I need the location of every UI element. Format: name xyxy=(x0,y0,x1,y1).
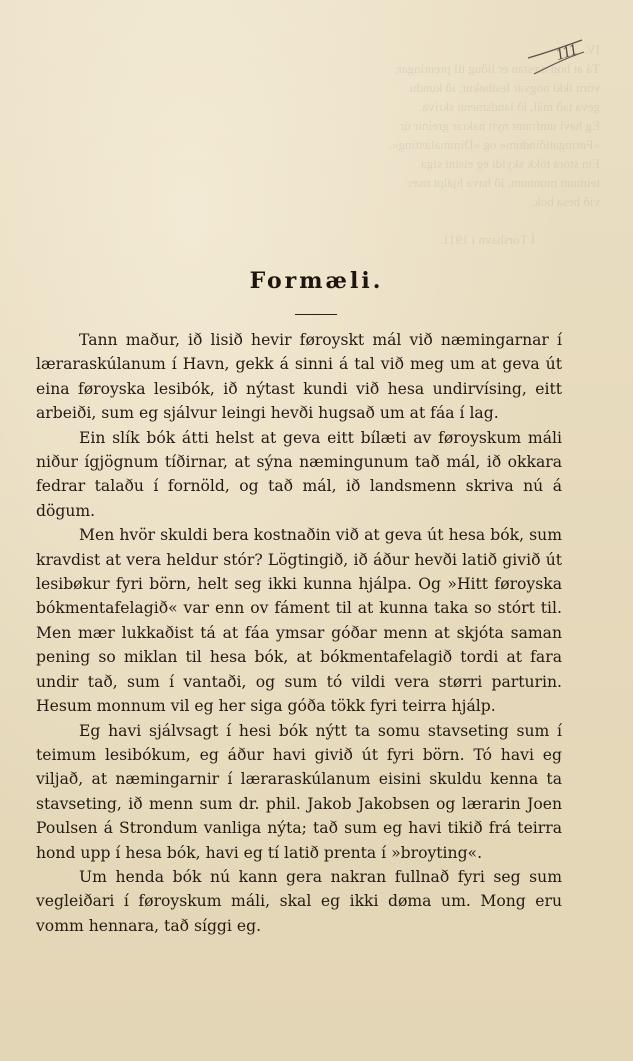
page-number-label: 111 xyxy=(553,41,580,64)
body-text xyxy=(36,328,562,938)
paragraph: Eg havi sjálvsagt í hesi bók nýtt ta somu stavseting sum í teimum lesibókum, eg áður havi givið út fyri börn. Tó havi eg viljað, at næmingarnir í læraraskúlanum eisini skuldu kenna ta stavseting, ið menn sum dr. phil. Jakob Jakobsen og lærarin Joen Poulsen á Strondum vanliga nýta; tað sum eg havi tikið frá teirra hond upp í hesa bók, havi eg tí latið prenta í »broyting«. xyxy=(36,721,562,862)
paragraph: Um henda bók nú kann gera nakran fullnað fyri seg sum vegleiðari í føroyskum máli, skal eg ikki døma um. Mong eru vomm hennara, tað síggi eg. xyxy=(36,867,562,935)
paragraph: Tann maður, ið lisið hevir føroyskt mál við næmingarnar í læraraskúlanum í Havn, gekk á sinni á tal við meg um at geva út eina føroyska lesibók, ið nýtast kundi við hesa undirvísing, eitt arbeiði, sum eg sjálvur leingi hevði hugsað um at fáa í lag. xyxy=(36,331,562,423)
show-through-text: IV. Tá at hon næstan er liðug til prentingar, vóru ikki nógvar lesibøkur, ið kundu geva tað mál, ið landsmenn skriva. Eg havi umframt nýtt nakrar greinir úr »Føringatíðindum« og »Dimmalætting«. Ein stóra tökk skyldi eg eisini siga teimum monnum, ið hava hjálpt mær við hesa bók. Í Tórshavn í 1911. xyxy=(388,42,600,247)
chapter-title: Formæli. xyxy=(249,268,384,294)
paragraph: Men hvör skuldi bera kostnaðin við at geva út hesa bók, sum kravdist at vera heldur stór? Lögtingið, ið áður hevði latið givið út lesibøkur fyri börn, helt seg ikki kunna hjálpa. Og »Hitt føroyska bókmentafelagið« var enn ov fáment til at kunna taka so stórt til. Men mær lukkaðist tá at fáa ymsar góðar menn at skjóta saman pening so miklan til hesa bók, at bókmentafelagið tordi at fara undir tað, sum í vantaði, og sum tó vildi vera størri parturin. Hesum monnum vil eg her siga góða tökk fyri teirra hjálp. xyxy=(36,526,562,716)
title-rule xyxy=(295,314,337,315)
paragraph: Ein slík bók átti helst at geva eitt bílæti av føroyskum máli niður ígjögnum tíðirnar, at sýna næmingunum tað mál, ið okkara fedrar talaðu í fornöld, og tað mál, ið landsmenn skriva nú á dögum. xyxy=(36,428,562,520)
